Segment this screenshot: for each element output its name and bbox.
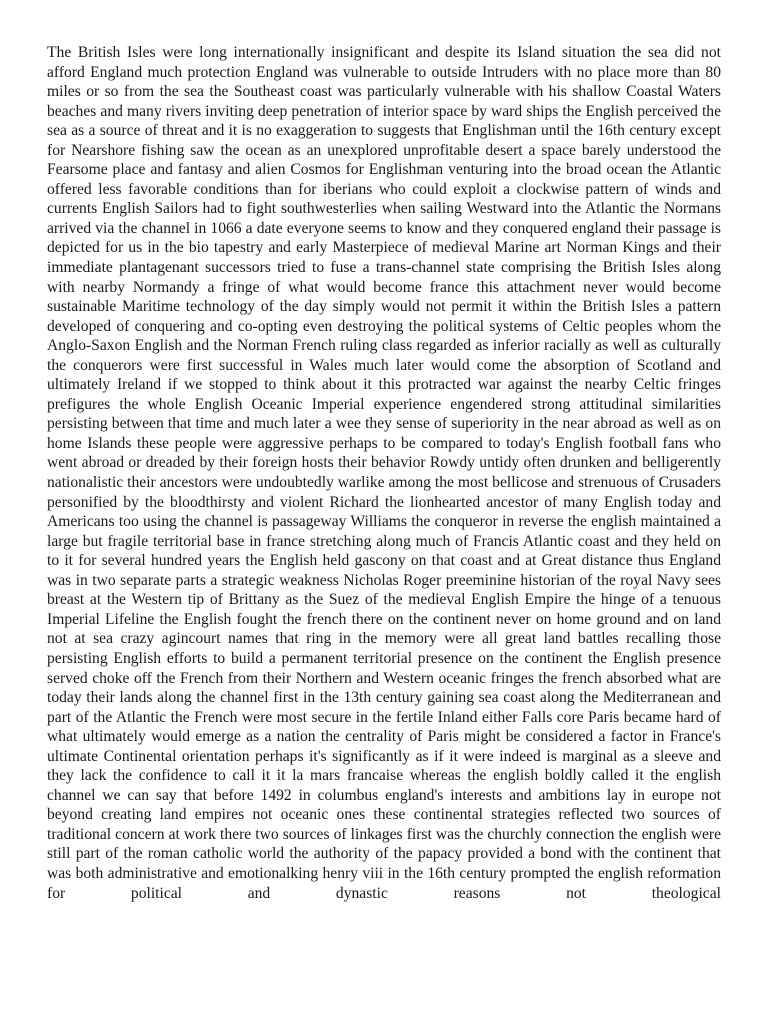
document-page [47,43,721,903]
body-paragraph: The British Isles were long internationally insignificant and despite its Island situation the sea did not afford England much protection England was vulnerable to outside Intruders with no place more than 80 miles or so from the sea the Southeast coast was particularly vulnerable with his shallow Coastal Waters beaches and many rivers inviting deep penetration of interior space by ward ships the English perceived the sea as a source of threat and it is no exaggeration to suggests that Englishman until the 16th century except for Nearshore fishing saw the ocean as an unexplored unprofitable desert a space barely understood the Fearsome place and fantasy and alien Cosmos for Englishman venturing into the broad ocean the Atlantic offered less favorable conditions than for iberians who could exploit a clockwise pattern of winds and currents English Sailors had to fight southwesterlies when sailing Westward into the Atlantic the Normans arrived via the channel in 1066 a date everyone seems to know and they conquered england their passage is depicted for us in the bio tapestry and early Masterpiece of medieval Marine art Norman Kings and their immediate plantagenant successors tried to fuse a trans-channel state comprising the British Isles along with nearby Normandy a fringe of what would become france this attachment never would become sustainable Maritime technology of the day simply would not permit it within the British Isles a pattern developed of conquering and co-opting even destroying the political systems of Celtic peoples whom the Anglo-Saxon English and the Norman French ruling class regarded as inferior racially as well as culturally the conquerors were first successful in Wales much later would come the absorption of Scotland and ultimately Ireland if we stopped to think about it this protracted war against the nearby Celtic fringes prefigures the whole English Oceanic Imperial experience engendered strong attitudinal similarities persisting between that time and much later a wee they sense of superiority in the near abroad as well as on home Islands these people were aggressive perhaps to be compared to today's English football fans who went abroad or dreaded by their foreign hosts their behavior Rowdy untidy often drunken and belligerently nationalistic their ancestors were undoubtedly warlike among the most bellicose and strenuous of Crusaders personified by the bloodthirsty and violent Richard the lionhearted ancestor of many English today and Americans too using the channel is passageway Williams the conqueror in reverse the english maintained a large but fragile territorial base in france stretching along much of Francis Atlantic coast and they held on to it for several hundred years the English held gascony on that coast and at Great distance thus England was in two separate parts a strategic weakness Nicholas Roger preeminine historian of the royal Navy sees breast at the Western tip of Brittany as the Suez of the medieval English Empire the hinge of a tenuous Imperial Lifeline the English fought the french there on the continent never on home ground and on land not at sea crazy agincourt names that ring in the memory were all great land battles recalling those persisting English efforts to build a permanent territorial presence on the continent the English presence served choke off the French from their Northern and Western oceanic fringes the french absorbed what are today their lands along the channel first in the 13th century gaining sea coast along the Mediterranean and part of the Atlantic the French were most secure in the fertile Inland either Falls core Paris became hard of what ultimately would emerge as a nation the centrality of Paris might be considered a factor in France's ultimate Continental orientation perhaps it's significantly as if it were indeed is marginal as a sleeve and they lack the confidence to call it it la mars francaise whereas the english boldly called it the english channel we can say that before 1492 in columbus england's interests and ambitions lay in europe not beyond creating land empires not oceanic ones these continental strategies reflected two sources of traditional concern at work there two sources of linkages first was the churchly connection the english were still part of the roman catholic world the authority of the papacy provided a bond with the continent that was both administrative and emotionalking henry viii in the 16th century prompted the english reformation for political and dynastic reasons not theological [47,44,721,902]
